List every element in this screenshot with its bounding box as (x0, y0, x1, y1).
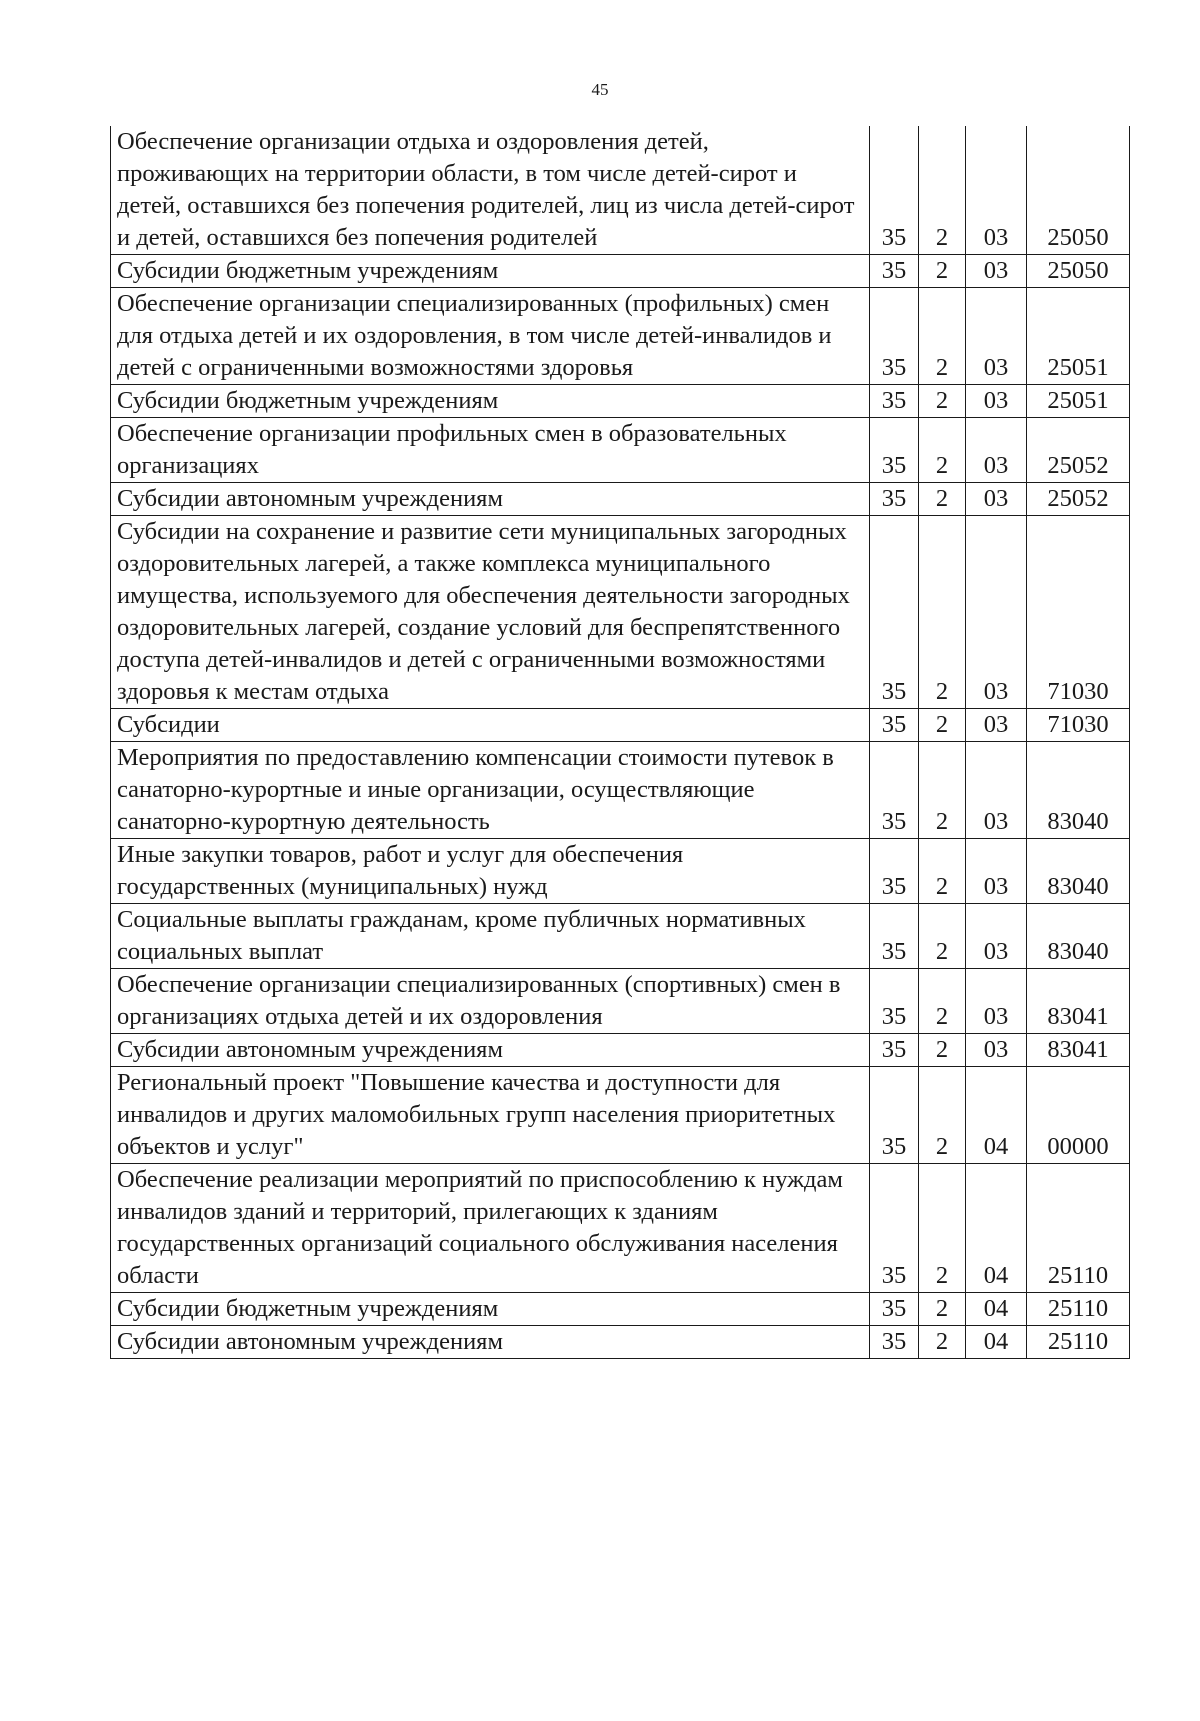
table-row (111, 418, 1130, 483)
subprogram-code-cell: 03 (966, 969, 1027, 1034)
program-code-cell: 2 (919, 288, 966, 385)
direction-code-cell: 25110 (1027, 1326, 1130, 1359)
item-name-cell: Субсидии бюджетным учреждениям (111, 1293, 870, 1326)
item-name-cell: Субсидии на сохранение и развитие сети муниципальных загородных оздоровительных лагерей, а также комплекса муниципального имущества, используемого для обеспечения деятельности загородных оздоровительных лагерей, создание условий для беспрепятственного доступа детей-инвалидов и детей с ограниченными возможностями здоровья к местам отдыха (111, 516, 870, 709)
program-code-cell: 2 (919, 516, 966, 709)
subprogram-code-cell: 04 (966, 1326, 1027, 1359)
program-code-cell: 2 (919, 126, 966, 255)
table-row (111, 742, 1130, 839)
direction-code-cell: 25050 (1027, 255, 1130, 288)
subprogram-code-cell: 03 (966, 904, 1027, 969)
program-code-cell: 2 (919, 255, 966, 288)
item-name-cell: Обеспечение организации специализированных (спортивных) смен в организациях отдыха детей и их оздоровления (111, 969, 870, 1034)
direction-code-cell: 25052 (1027, 483, 1130, 516)
table-row (111, 1293, 1130, 1326)
subprogram-code-cell: 03 (966, 1034, 1027, 1067)
table-row (111, 969, 1130, 1034)
item-name-cell: Субсидии бюджетным учреждениям (111, 255, 870, 288)
ministry-code-cell: 35 (870, 904, 919, 969)
page-number: 45 (591, 80, 609, 99)
item-name-cell: Иные закупки товаров, работ и услуг для обеспечения государственных (муниципальных) нужд (111, 839, 870, 904)
item-name-cell: Региональный проект "Повышение качества и доступности для инвалидов и других маломобильных групп населения приоритетных объектов и услуг" (111, 1067, 870, 1164)
ministry-code-cell: 35 (870, 742, 919, 839)
program-code-cell: 2 (919, 839, 966, 904)
program-code-cell: 2 (919, 418, 966, 483)
item-name-cell: Обеспечение организации специализированных (профильных) смен для отдыха детей и их оздоровления, в том числе детей-инвалидов и детей с ограниченными возможностями здоровья (111, 288, 870, 385)
program-code-cell: 2 (919, 969, 966, 1034)
subprogram-code-cell: 03 (966, 483, 1027, 516)
subprogram-code-cell: 03 (966, 516, 1027, 709)
direction-code-cell: 25052 (1027, 418, 1130, 483)
direction-code-cell: 83041 (1027, 1034, 1130, 1067)
program-code-cell: 2 (919, 1326, 966, 1359)
ministry-code-cell: 35 (870, 1164, 919, 1293)
program-code-cell: 2 (919, 1067, 966, 1164)
program-code-cell: 2 (919, 1164, 966, 1293)
subprogram-code-cell: 03 (966, 385, 1027, 418)
table-row (111, 483, 1130, 516)
direction-code-cell: 83040 (1027, 742, 1130, 839)
subprogram-code-cell: 03 (966, 255, 1027, 288)
direction-code-cell: 25110 (1027, 1164, 1130, 1293)
item-name-cell: Мероприятия по предоставлению компенсации стоимости путевок в санаторно-курортные и иные организации, осуществляющие санаторно-курортную деятельность (111, 742, 870, 839)
program-code-cell: 2 (919, 1034, 966, 1067)
ministry-code-cell: 35 (870, 1034, 919, 1067)
ministry-code-cell: 35 (870, 1067, 919, 1164)
ministry-code-cell: 35 (870, 483, 919, 516)
ministry-code-cell: 35 (870, 418, 919, 483)
program-code-cell: 2 (919, 904, 966, 969)
direction-code-cell: 25050 (1027, 126, 1130, 255)
subprogram-code-cell: 04 (966, 1293, 1027, 1326)
program-code-cell: 2 (919, 709, 966, 742)
item-name-cell: Субсидии бюджетным учреждениям (111, 385, 870, 418)
ministry-code-cell: 35 (870, 516, 919, 709)
item-name-cell: Субсидии автономным учреждениям (111, 483, 870, 516)
subprogram-code-cell: 04 (966, 1067, 1027, 1164)
subprogram-code-cell: 03 (966, 126, 1027, 255)
table-row (111, 516, 1130, 709)
program-code-cell: 2 (919, 483, 966, 516)
table-row (111, 126, 1130, 255)
program-code-cell: 2 (919, 742, 966, 839)
item-name-cell: Обеспечение организации отдыха и оздоровления детей, проживающих на территории области, в том числе детей-сирот и детей, оставшихся без попечения родителей, лиц из числа детей-сирот и детей, оставшихся без попечения родителей (111, 126, 870, 255)
table-row (111, 255, 1130, 288)
item-name-cell: Обеспечение организации профильных смен в образовательных организациях (111, 418, 870, 483)
item-name-cell: Субсидии (111, 709, 870, 742)
table-row (111, 288, 1130, 385)
ministry-code-cell: 35 (870, 839, 919, 904)
ministry-code-cell: 35 (870, 969, 919, 1034)
direction-code-cell: 25110 (1027, 1293, 1130, 1326)
direction-code-cell: 25051 (1027, 288, 1130, 385)
subprogram-code-cell: 03 (966, 288, 1027, 385)
item-name-cell: Субсидии автономным учреждениям (111, 1326, 870, 1359)
direction-code-cell: 25051 (1027, 385, 1130, 418)
direction-code-cell: 71030 (1027, 516, 1130, 709)
table-row (111, 1326, 1130, 1359)
ministry-code-cell: 35 (870, 709, 919, 742)
subprogram-code-cell: 03 (966, 839, 1027, 904)
item-name-cell: Субсидии автономным учреждениям (111, 1034, 870, 1067)
budget-table (110, 126, 1130, 1359)
ministry-code-cell: 35 (870, 126, 919, 255)
subprogram-code-cell: 04 (966, 1164, 1027, 1293)
ministry-code-cell: 35 (870, 288, 919, 385)
table-row (111, 1164, 1130, 1293)
table-row (111, 904, 1130, 969)
table-body (111, 126, 1130, 1359)
direction-code-cell: 71030 (1027, 709, 1130, 742)
subprogram-code-cell: 03 (966, 709, 1027, 742)
program-code-cell: 2 (919, 385, 966, 418)
item-name-cell: Социальные выплаты гражданам, кроме публичных нормативных социальных выплат (111, 904, 870, 969)
direction-code-cell: 83040 (1027, 839, 1130, 904)
ministry-code-cell: 35 (870, 385, 919, 418)
direction-code-cell: 83040 (1027, 904, 1130, 969)
table-row (111, 1067, 1130, 1164)
program-code-cell: 2 (919, 1293, 966, 1326)
ministry-code-cell: 35 (870, 1293, 919, 1326)
table-row (111, 709, 1130, 742)
ministry-code-cell: 35 (870, 1326, 919, 1359)
direction-code-cell: 83041 (1027, 969, 1130, 1034)
item-name-cell: Обеспечение реализации мероприятий по приспособлению к нуждам инвалидов зданий и территорий, прилегающих к зданиям государственных организаций социального обслуживания населения области (111, 1164, 870, 1293)
table-row (111, 1034, 1130, 1067)
table-row (111, 839, 1130, 904)
direction-code-cell: 00000 (1027, 1067, 1130, 1164)
ministry-code-cell: 35 (870, 255, 919, 288)
subprogram-code-cell: 03 (966, 418, 1027, 483)
subprogram-code-cell: 03 (966, 742, 1027, 839)
table-row (111, 385, 1130, 418)
